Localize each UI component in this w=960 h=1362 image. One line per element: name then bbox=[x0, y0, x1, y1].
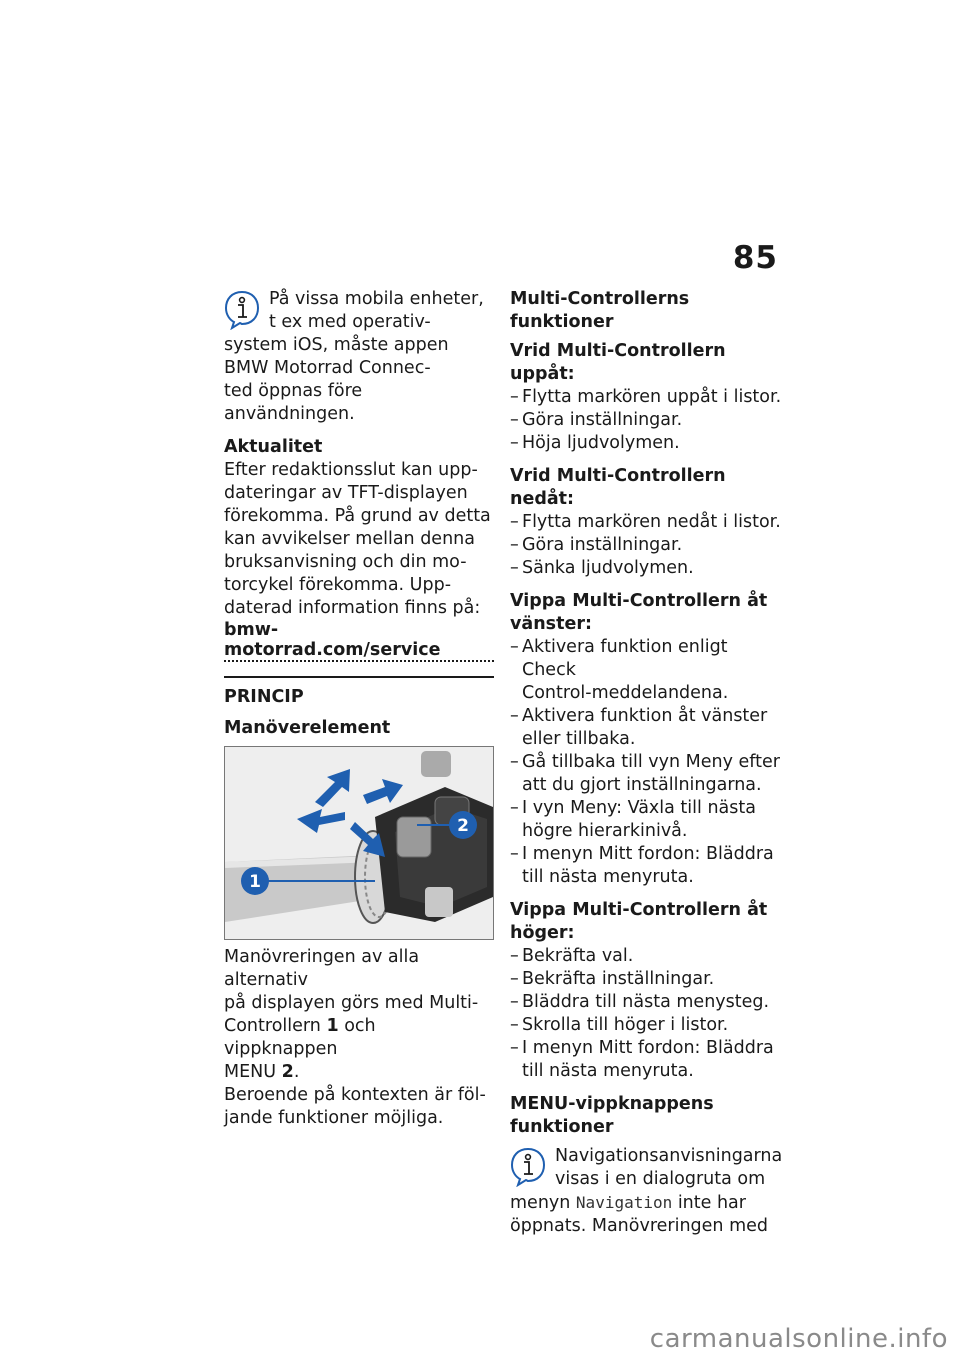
list-item: – Aktivera funktion enligt Check Control-meddelandena. bbox=[510, 637, 729, 703]
desc-line: jande funktioner möjliga. bbox=[224, 1108, 444, 1128]
list-item: – Aktivera funktion åt vänster eller tillbaka. bbox=[510, 706, 768, 749]
list-item: – Bläddra till nästa menysteg. bbox=[510, 992, 770, 1012]
desc-line: Controllern 1 och vippknappen bbox=[224, 1016, 376, 1059]
aktualitet-line: bruksanvisning och din mo- bbox=[224, 552, 467, 572]
list-item: – Göra inställningar. bbox=[510, 410, 683, 430]
down-heading: Vrid Multi-Controllern nedåt: bbox=[510, 466, 726, 509]
left-heading: Vippa Multi-Controllern åt bbox=[510, 591, 768, 611]
list-item: – Bekräfta val. bbox=[510, 946, 634, 966]
desc-line: Manövreringen av alla alternativ bbox=[224, 947, 420, 990]
info2-line: menyn Navigation inte har bbox=[510, 1193, 746, 1213]
list-item: – I menyn Mitt fordon: Bläddra till nästa menyruta. bbox=[510, 844, 774, 887]
watermark: carmanualsonline.info bbox=[649, 1324, 948, 1354]
aktualitet-line: torcykel förekomma. Upp- bbox=[224, 575, 452, 595]
list-item: – I vyn Meny: Växla till nästa högre hierarkinivå. bbox=[510, 798, 756, 841]
left-heading: vänster: bbox=[510, 614, 592, 634]
aktualitet-line: kan avvikelser mellan denna bbox=[224, 529, 475, 549]
info-note-1 bbox=[224, 288, 494, 426]
down-list bbox=[510, 511, 785, 580]
right-heading: höger: bbox=[510, 923, 575, 943]
info2-line: visas i en dialogruta om bbox=[555, 1169, 766, 1189]
list-item: – Sänka ljudvolymen. bbox=[510, 558, 694, 578]
list-item: – Höja ljudvolymen. bbox=[510, 433, 680, 453]
info-icon bbox=[224, 290, 260, 330]
aktualitet-line: dateringar av TFT-displayen bbox=[224, 483, 468, 503]
desc-line: Beroende på kontexten är föl- bbox=[224, 1085, 486, 1105]
info1-line: ted öppnas före användningen. bbox=[224, 381, 363, 424]
aktualitet-line: Efter redaktionsslut kan upp- bbox=[224, 460, 478, 480]
info1-line: BMW Motorrad Connec- bbox=[224, 358, 431, 378]
info1-line: På vissa mobila enheter, bbox=[269, 289, 484, 309]
aktualitet-line: förekomma. På grund av detta bbox=[224, 506, 491, 526]
menu-heading: MENU-vippknappens bbox=[510, 1094, 714, 1114]
aktualitet-heading: Aktualitet bbox=[224, 437, 323, 457]
info1-line: t ex med operativ- bbox=[269, 312, 431, 332]
list-item: – Flytta markören nedåt i listor. bbox=[510, 512, 781, 532]
up-heading: Vrid Multi-Controllern uppåt: bbox=[510, 341, 726, 384]
left-list bbox=[510, 636, 785, 889]
callout-label-1: 1 bbox=[249, 872, 261, 892]
info1-line: system iOS, måste appen bbox=[224, 335, 449, 355]
info2-line: Navigationsanvisningarna bbox=[555, 1146, 783, 1166]
page-number: 85 bbox=[732, 240, 778, 276]
service-link[interactable]: bmw-motorrad.com/service bbox=[224, 620, 494, 662]
info2-line: öppnats. Manövreringen med bbox=[510, 1216, 768, 1236]
right-column bbox=[510, 288, 785, 1238]
aktualitet-line: daterad information finns på: bbox=[224, 598, 481, 618]
menu-heading: funktioner bbox=[510, 1117, 614, 1137]
desc-line: MENU 2. bbox=[224, 1062, 300, 1082]
list-item: – Skrolla till höger i listor. bbox=[510, 1015, 729, 1035]
info-icon bbox=[510, 1147, 546, 1187]
left-column bbox=[224, 288, 494, 1130]
list-item: – Göra inställningar. bbox=[510, 535, 683, 555]
handlebar-illustration bbox=[225, 747, 493, 939]
info-note-2 bbox=[510, 1145, 785, 1238]
callout-label-2: 2 bbox=[457, 816, 469, 836]
list-item: – Gå tillbaka till vyn Meny efter att du gjort inställningarna. bbox=[510, 752, 780, 795]
list-item: – Bekräfta inställningar. bbox=[510, 969, 715, 989]
controls-figure bbox=[224, 746, 494, 940]
sub-heading: Manöverelement bbox=[224, 718, 391, 738]
list-item: – Flytta markören uppåt i listor. bbox=[510, 387, 782, 407]
list-item: – I menyn Mitt fordon: Bläddra till nästa menyruta. bbox=[510, 1038, 774, 1081]
desc-line: på displayen görs med Multi- bbox=[224, 993, 479, 1013]
section-title: PRINCIP bbox=[224, 687, 304, 707]
right-heading: Vippa Multi-Controllern åt bbox=[510, 900, 768, 920]
up-list bbox=[510, 386, 785, 455]
section-divider bbox=[224, 676, 494, 678]
right-list bbox=[510, 945, 785, 1083]
main-heading: Multi-Controllerns funktioner bbox=[510, 289, 690, 332]
